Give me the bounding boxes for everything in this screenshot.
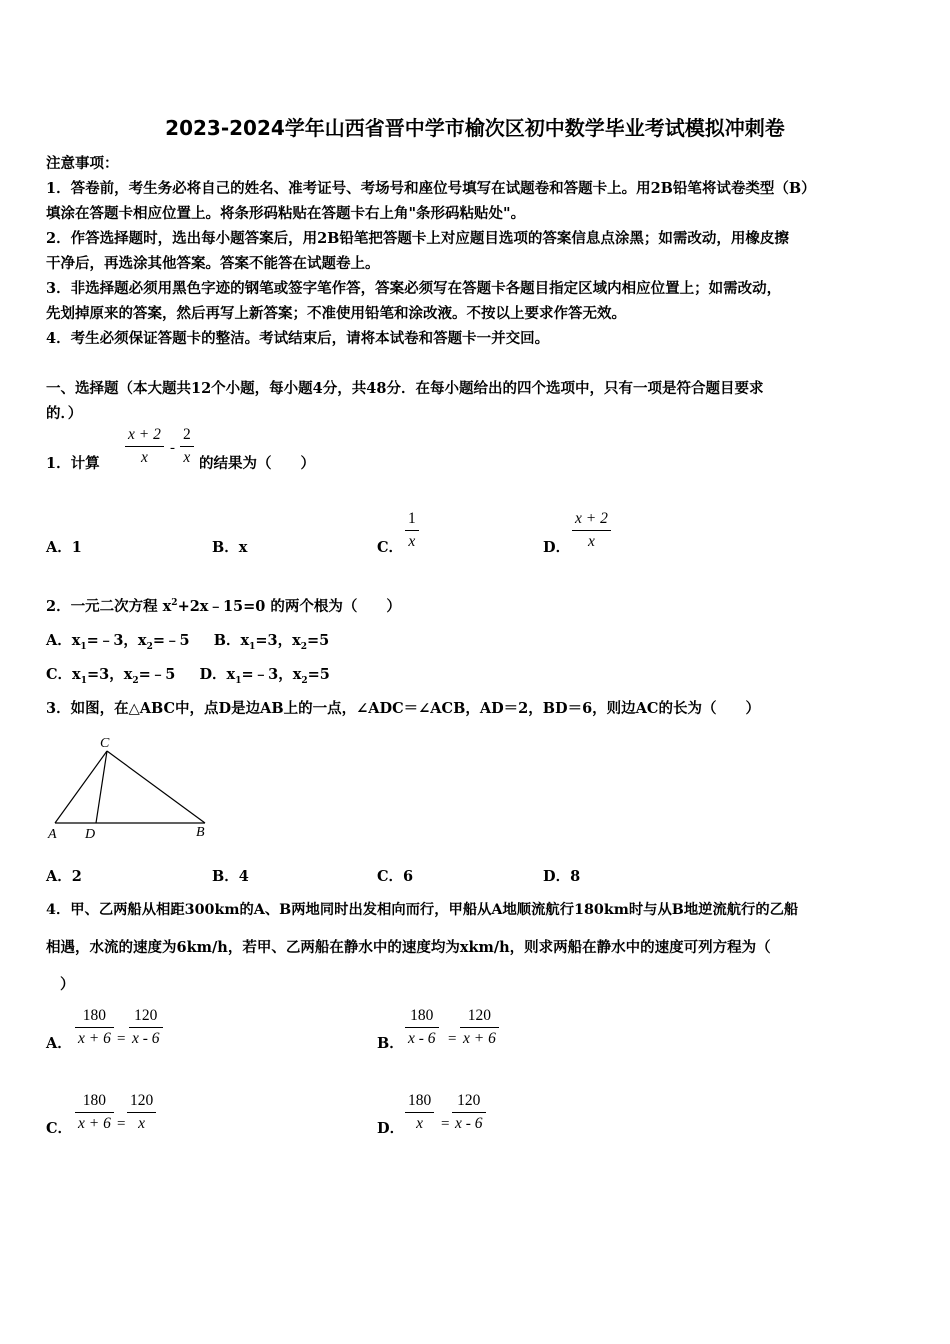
q4-d-den-1: x (416, 1115, 424, 1132)
q1-option-c-fraction (405, 510, 419, 551)
notice-line-3b: 先划掉原来的答案，然后再写上新答案；不准使用铅笔和涂改液。不按以上要求作答无效。 (46, 305, 626, 322)
q2-options-row-2 (46, 663, 330, 686)
q2-option-a[interactable]: A．$x_1=﹣3$，$x_2=﹣5$ (46, 632, 190, 652)
q4-a-den-1: x + 6 (78, 1030, 111, 1047)
q1-c-denominator: x (408, 533, 416, 550)
q4-c-den-2: x (138, 1115, 146, 1132)
q4-stem-line-3: ） (60, 976, 75, 993)
q1-option-d-label[interactable]: D． (543, 539, 571, 556)
q3-label-a: A (48, 827, 57, 842)
notice-line-1a: 1．答卷前，考生务必将自己的姓名、准考证号、考场号和座位号填写在试题卷和答题卡上。用2B铅笔将试卷类型（B） (46, 180, 816, 197)
q1-f1-denominator: x (140, 449, 148, 466)
q4-d-num-1: 180 (405, 1092, 434, 1113)
q4-option-c-label[interactable]: C． (46, 1120, 73, 1137)
q1-f1-numerator: x + 2 (125, 426, 164, 447)
q4-b-num-2: 120 (460, 1007, 499, 1028)
q4-d-equals: = (441, 1116, 450, 1132)
q4-c-num-2: 120 (127, 1092, 156, 1113)
q4-d-den-2: x - 6 (455, 1115, 483, 1132)
q4-option-d-label[interactable]: D． (377, 1120, 405, 1137)
q2-option-b[interactable]: B．$x_1=3$，$x_2=5$ (213, 632, 330, 652)
q4-a-den-2: x - 6 (132, 1030, 160, 1047)
q1-f2-numerator: 2 (180, 426, 194, 447)
q4-c-fraction-1 (75, 1092, 114, 1133)
q4-d-fraction-1 (405, 1092, 434, 1133)
q4-c-fraction-2 (127, 1092, 156, 1133)
q4-b-den-2: x + 6 (463, 1030, 496, 1047)
notice-line-1b: 填涂在答题卡相应位置上。将条形码粘贴在答题卡右上角"条形码粘贴处"。 (46, 205, 526, 222)
notice-line-2b: 干净后，再选涂其他答案。答案不能答在试题卷上。 (46, 255, 380, 272)
q2-option-d[interactable]: D．$x_1=﹣3$，$x_2=5$ (199, 666, 330, 686)
q1-fraction-1 (125, 426, 164, 467)
q4-a-num-1: 180 (75, 1007, 114, 1028)
notice-line-4: 4．考生必须保证答题卡的整洁。考试结束后，请将本试卷和答题卡一并交回。 (46, 330, 550, 347)
q1-minus: - (170, 440, 175, 456)
q1-option-d-fraction (572, 510, 611, 551)
notice-line-2a: 2．作答选择题时，选出每小题答案后，用2B铅笔把答题卡上对应题目选项的答案信息点涂黑；如需改动，用橡皮擦 (46, 230, 789, 247)
q4-option-b-label[interactable]: B． (377, 1035, 404, 1052)
q4-a-fraction-2 (129, 1007, 163, 1048)
q3-triangle-diagram (44, 732, 214, 842)
q3-label-c: C (100, 736, 110, 751)
q4-a-fraction-1 (75, 1007, 114, 1048)
q1-fraction-2 (180, 426, 194, 467)
q4-a-equals: = (117, 1031, 126, 1047)
q1-d-denominator: x (587, 533, 595, 550)
q1-option-b[interactable]: B．x (212, 539, 248, 556)
q3-stem: 3．如图，在△ABC中，点D是边AB上的一点，∠ADC＝∠ACB，AD＝2，BD＝6，则边AC的长为（ ） (46, 700, 760, 717)
q2-stem: 2．一元二次方程 $x^2+2x﹣15=0$ 的两个根为（ ） (46, 598, 401, 615)
q3-side-cb (107, 751, 205, 823)
q3-option-c[interactable]: C．6 (377, 868, 414, 885)
q4-c-equals: = (117, 1116, 126, 1132)
q4-b-num-1: 180 (405, 1007, 439, 1028)
q3-label-d: D (85, 827, 96, 842)
q4-b-fraction-2 (460, 1007, 499, 1048)
q4-b-equals: = (448, 1031, 457, 1047)
q1-f2-denominator: x (183, 449, 191, 466)
q1-option-c-label[interactable]: C． (377, 539, 404, 556)
q1-suffix: 的结果为（ ） (199, 455, 315, 472)
q4-c-den-1: x + 6 (78, 1115, 111, 1132)
q1-prefix: 1．计算 (46, 455, 100, 472)
q4-option-a-label[interactable]: A． (46, 1035, 72, 1052)
q4-d-num-2: 120 (452, 1092, 486, 1113)
q1-option-a[interactable]: A．1 (46, 539, 82, 556)
notice-heading: 注意事项： (46, 155, 119, 172)
q3-option-d[interactable]: D．8 (543, 868, 581, 885)
q1-c-numerator: 1 (405, 510, 419, 531)
q3-option-b[interactable]: B．4 (212, 868, 249, 885)
notice-line-3a: 3．非选择题必须用黑色字迹的钢笔或签字笔作答，答案必须写在答题卡各题目指定区域内相应位置上；如需改动， (46, 280, 782, 297)
q2-options-row-1 (46, 629, 329, 652)
q1-d-numerator: x + 2 (572, 510, 611, 531)
q3-side-ac (55, 751, 107, 823)
q2-option-c[interactable]: C．$x_1=3$，$x_2=﹣5$ (46, 666, 176, 686)
q3-segment-cd (96, 751, 107, 823)
q3-option-a[interactable]: A．2 (46, 868, 82, 885)
q4-b-den-1: x - 6 (408, 1030, 436, 1047)
q4-c-num-1: 180 (75, 1092, 114, 1113)
section-heading-1: 一、选择题（本大题共12个小题，每小题4分，共48分．在每小题给出的四个选项中，只有一项是符合题目要求 (46, 380, 764, 397)
section-heading-2: 的．） (46, 405, 83, 422)
page-title: 2023-2024学年山西省晋中学市榆次区初中数学毕业考试模拟冲刺卷 (165, 116, 785, 140)
q4-stem-line-2: 相遇，水流的速度为6km/h，若甲、乙两船在静水中的速度均为xkm/h，则求两船在静水中的速度可列方程为（ (46, 939, 771, 956)
q4-b-fraction-1 (405, 1007, 439, 1048)
q4-a-num-2: 120 (129, 1007, 163, 1028)
q4-d-fraction-2 (452, 1092, 486, 1133)
q3-label-b: B (196, 825, 205, 840)
q4-stem-line-1: 4．甲、乙两船从相距300km的A、B两地同时出发相向而行，甲船从A地顺流航行180km时与从B地逆流航行的乙船 (46, 902, 799, 918)
